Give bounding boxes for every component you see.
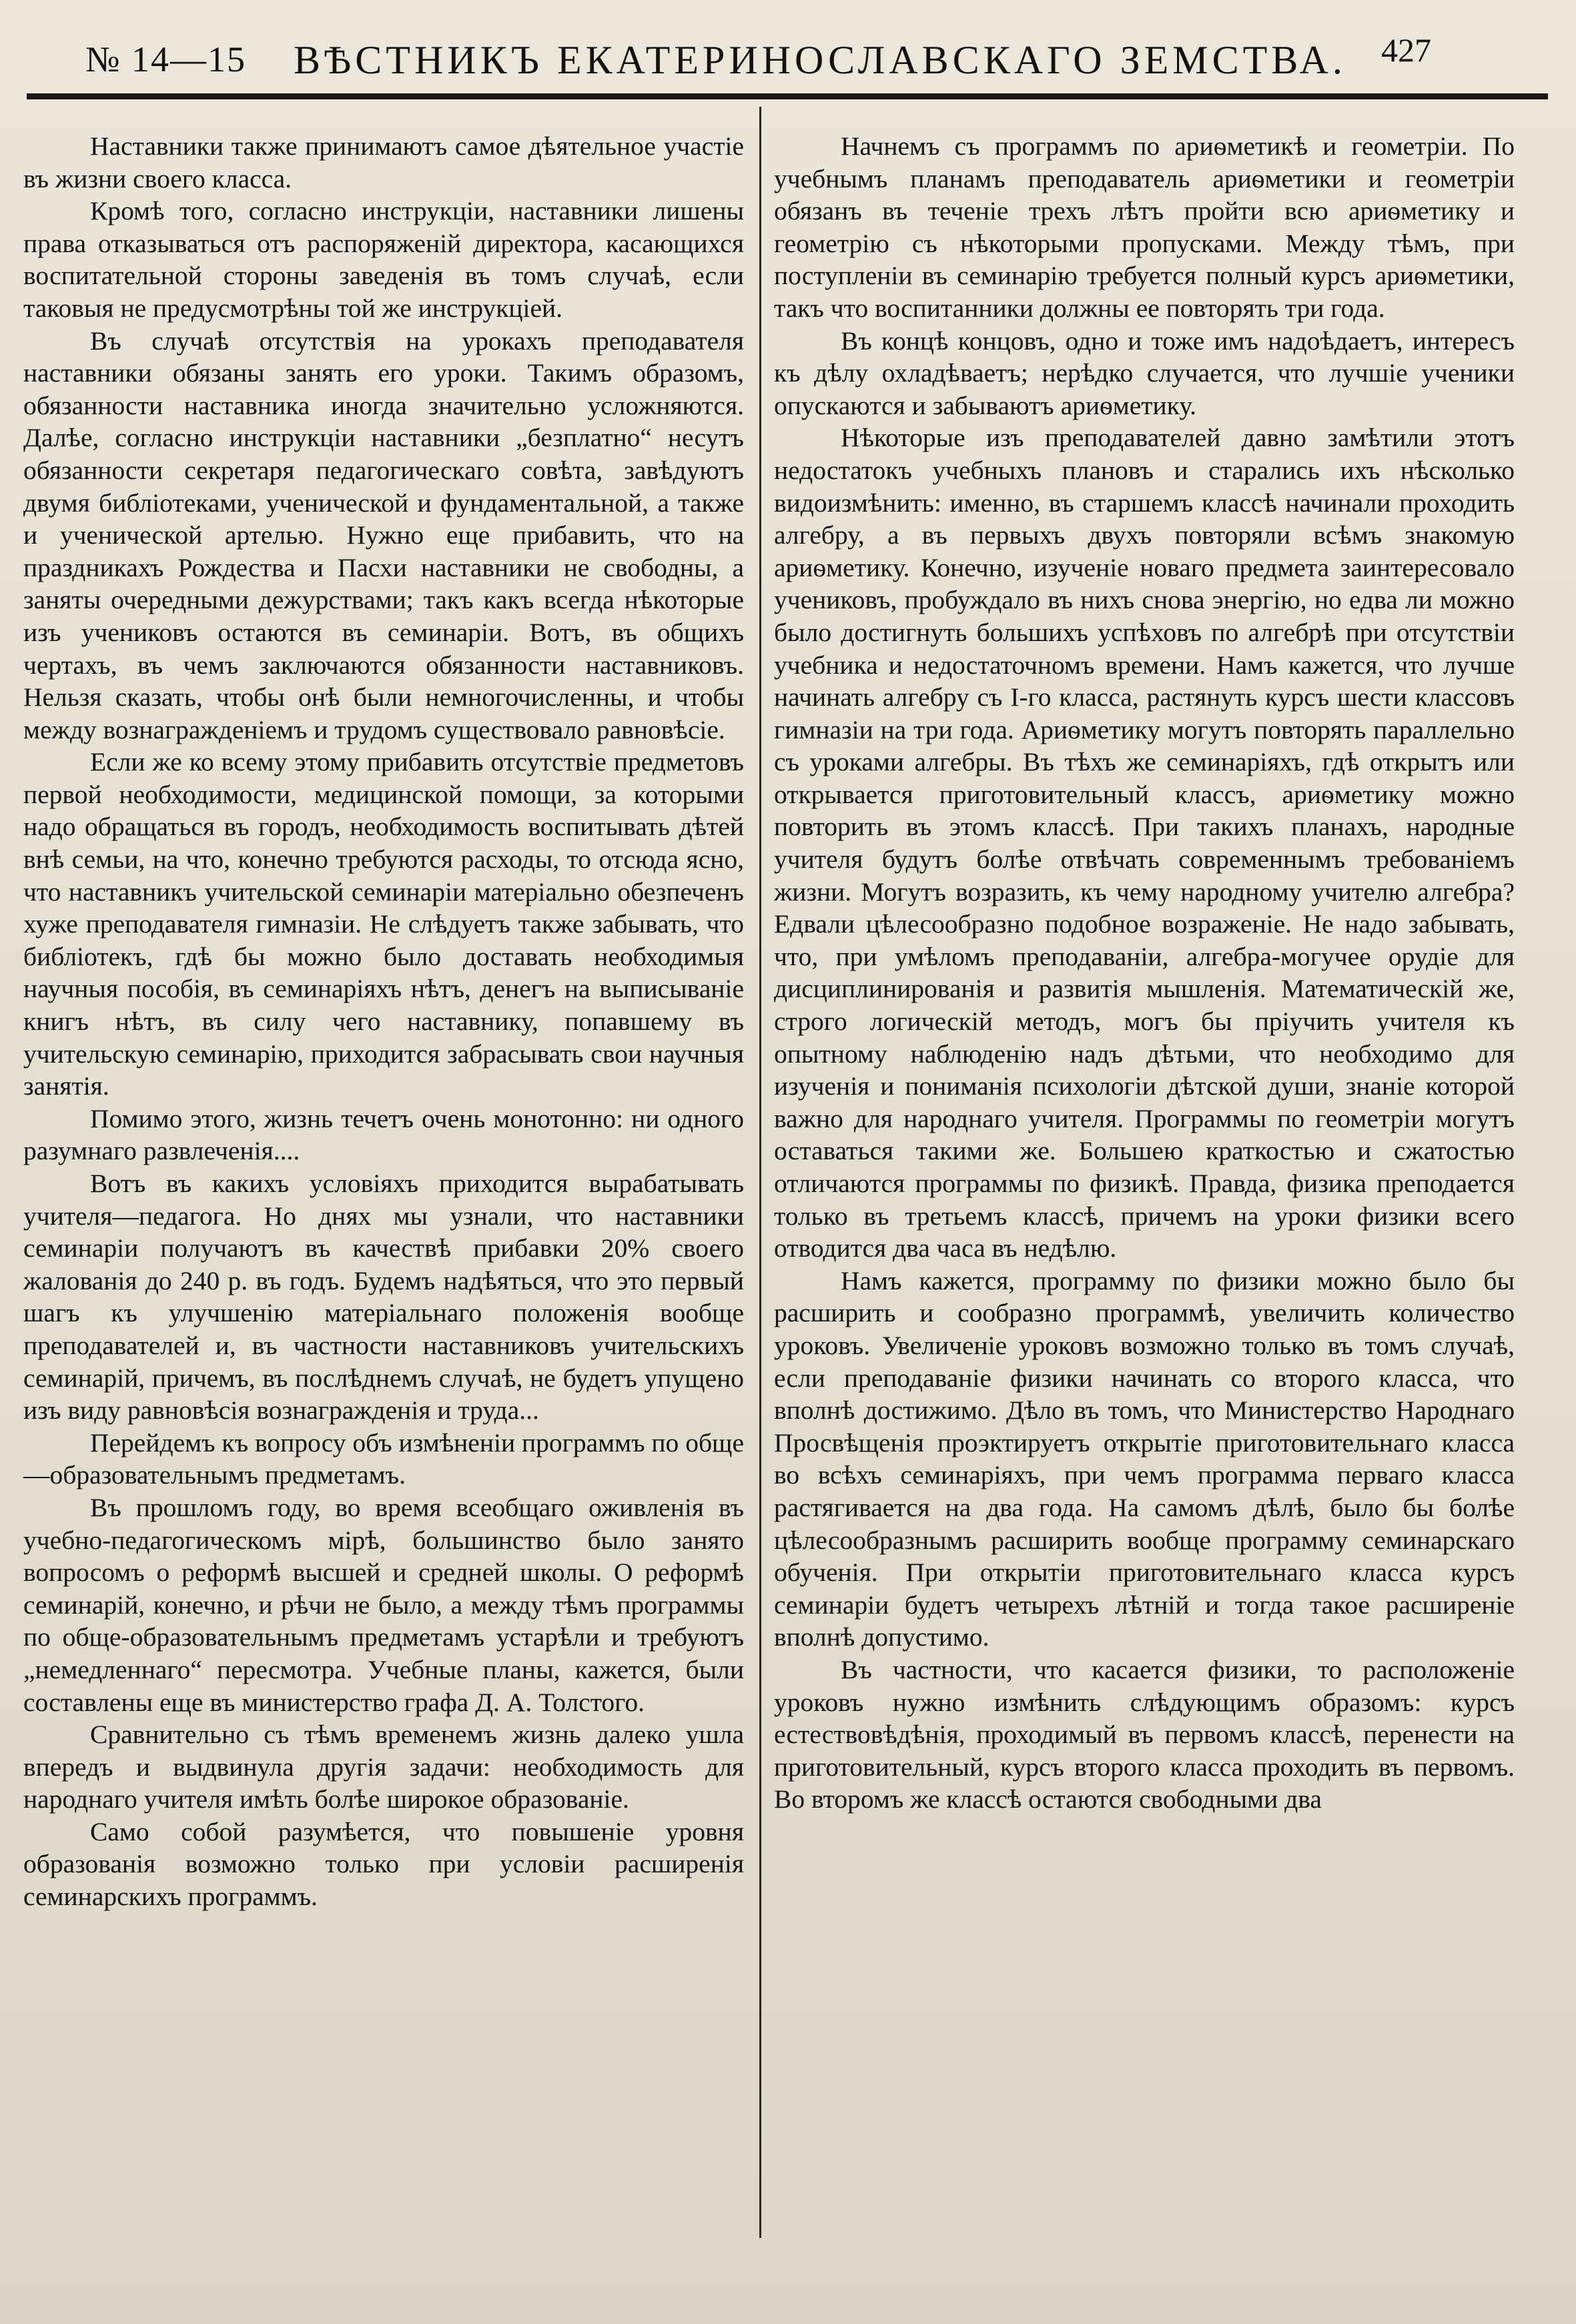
paragraph: Если же ко всему этому прибавить отсутствіе предметовъ первой необходимости, медицинской помощи, за которыми надо обращаться въ городъ, необходимость воспитывать дѣтей внѣ семьи, на что, конечно требуются расходы, то отсюда ясно, что наставникъ учительской семинаріи матеріально обезпеченъ хуже преподавателя гимназіи. Не слѣдуетъ также забывать, что библіотекъ, гдѣ бы можно было доставать необходимыя научныя пособія, въ семинаріяхъ нѣтъ, денегъ на выписываніе книгъ нѣтъ, въ силу чего наставнику, попавшему въ учительскую семинарію, приходится забрасывать свои научныя занятія. [23, 747, 744, 1101]
paragraph: Кромѣ того, согласно инструкціи, наставники лишены права отказываться отъ распоряженій директора, касающихся воспитательной стороны заведенія въ томъ случаѣ, если таковыя не предусмотрѣны той же инструкціей. [23, 196, 744, 323]
page-header [80, 27, 1535, 87]
left-column [23, 130, 744, 1913]
header-rule [27, 93, 1548, 99]
journal-title: ВѢСТНИКЪ ЕКАТЕРИНОСЛАВСКАГО ЗЕМСТВА. [294, 38, 1346, 82]
paragraph: Само собой разумѣется, что повышеніе уровня образованія возможно только при условіи расширенія семинарскихъ программъ. [23, 1816, 744, 1912]
right-column [774, 130, 1515, 1816]
issue-number: № 14—15 [85, 39, 247, 79]
page-number: 427 [1381, 31, 1431, 69]
paragraph: Начнемъ съ программъ по ариѳметикѣ и геометріи. По учебнымъ планамъ преподаватель ариѳметики и геометріи обязанъ въ теченіе трехъ лѣтъ пройти всю ариѳметику и геометрію съ нѣкоторыми пропусками. Между тѣмъ, при поступленіи въ семинарію требуется полный курсъ ариѳметики, такъ что воспитанники должны ее повторять три года. [774, 131, 1515, 323]
paragraph: Въ частности, что касается физики, то расположеніе уроковъ нужно измѣнить слѣдующимъ образомъ: курсъ естествовѣдѣнія, проходимый въ первомъ классѣ, перенести на приготовительный, курсъ второго класса проходить въ первомъ. Во второмъ же классѣ остаются свободными два [774, 1654, 1515, 1814]
paragraph: Въ концѣ концовъ, одно и тоже имъ надоѣдаетъ, интересъ къ дѣлу охладѣваетъ; нерѣдко случается, что лучшіе ученики опускаются и забываютъ ариѳметику. [774, 326, 1515, 420]
paragraph: Вотъ въ какихъ условіяхъ приходится вырабатывать учителя—педагога. Но днях мы узнали, что наставники семинаріи получаютъ въ качествѣ прибавки 20% своего жалованія до 240 р. въ годъ. Будемъ надѣяться, что это первый шагъ къ улучшенію матеріальнаго положенія вообще преподавателей и, въ частности наставниковъ учительскихъ семинарій, причемъ, въ послѣднемъ случаѣ, не будетъ упущено изъ виду равновѣсія вознагражденія и труда... [23, 1169, 744, 1425]
paragraph: Въ прошломъ году, во время всеобщаго оживленія въ учебно-педагогическомъ мірѣ, большинство было занято вопросомъ о реформѣ высшей и средней школы. О реформѣ семинарій, конечно, и рѣчи не было, а между тѣмъ программы по обще-образовательнымъ предметамъ устарѣли и требуютъ „немедленнаго“ пересмотра. Учебные планы, кажется, были составлены еще въ министерство графа Д. А. Толстого. [23, 1492, 744, 1717]
paragraph: Намъ кажется, программу по физики можно было бы расширить и сообразно программѣ, увеличить количество уроковъ. Увеличеніе уроковъ возможно только въ томъ случаѣ, если преподаваніе физики начинать со второго класса, что вполнѣ достижимо. Дѣло въ томъ, что Министерство Народнаго Просвѣщенія проэктируетъ открытіе приготовительнаго класса во всѣхъ семинаріяхъ, при чемъ программа перваго класса растягивается на два года. На самомъ дѣлѣ, было бы болѣе цѣлесообразнымъ расширить вообще программу семинарскаго обученія. При открытіи приготовительнаго класса курсъ семинаріи будетъ четырехъ лѣтній и тогда такое расширеніе вполнѣ допустимо. [774, 1265, 1515, 1652]
paragraph: Нѣкоторые изъ преподавателей давно замѣтили этотъ недостатокъ учебныхъ плановъ и старались ихъ нѣсколько видоизмѣнить: именно, въ старшемъ классѣ начинали проходить алгебру, а въ первыхъ двухъ повторяли всѣмъ знакомую ариѳметику. Конечно, изученіе новаго предмета заинтересовало учениковъ, пробуждало въ нихъ снова энергію, но едва ли можно было достигнуть большихъ успѣховъ по алгебрѣ при отсутствіи учебника и недостаточномъ времени. Намъ кажется, что лучше начинать алгебру съ I-го класса, растянуть курсъ шести классовъ гимназіи на три года. Ариѳметику могутъ повторять параллельно съ уроками алгебры. Въ тѣхъ же семинаріяхъ, гдѣ открытъ или открывается приготовительный классъ, ариѳметику можно повторить въ этомъ классѣ. При такихъ планахъ, народные учителя будутъ болѣе отвѣчать современнымъ требованіемъ жизни. Могутъ возразить, къ чему народному учителю алгебра? Едвали цѣлесообразно подобное возраженіе. Не надо забывать, что, при умѣломъ преподаваніи, алгебра-могучее орудіе для дисциплинированія и развитія мышленія. Математическій же, строго логическій методъ, могъ бы пріучить учителя къ опытному наблюденію надъ дѣтьми, что необходимо для изученія и пониманія психологіи дѣтской души, знаніе которой важно для народнаго учителя. Программы по геометріи могутъ оставаться такими же. Большею краткостью и сжатостью отличаются программы по физикѣ. Правда, физика преподается только въ третьемъ классѣ, причемъ на уроки физики всего отводится два часа въ недѣлю. [774, 423, 1515, 1263]
paragraph: Помимо этого, жизнь течетъ очень монотонно: ни одного разумнаго развлеченія.... [23, 1103, 744, 1166]
column-divider [759, 107, 761, 2238]
paragraph: Перейдемъ къ вопросу объ измѣненіи программъ по обще—образовательнымъ предметамъ. [23, 1427, 744, 1490]
paragraph: Наставники также принимаютъ самое дѣятельное участіе въ жизни своего класса. [23, 131, 744, 193]
paragraph: Въ случаѣ отсутствія на урокахъ преподавателя наставники обязаны занять его уроки. Такимъ образомъ, обязанности наставника иногда значительно усложняются. Далѣе, согласно инструкціи наставники „безплатно“ несутъ обязанности секретаря педагогическаго совѣта, завѣдуютъ двумя библіотеками, ученической и фундаментальной, а также и ученической артелью. Нужно еще прибавить, что на праздникахъ Рождества и Пасхи наставники не свободны, а заняты очередными дежурствами; такъ какъ всегда нѣкоторые изъ учениковъ остаются въ семинаріи. Вотъ, въ общихъ чертахъ, въ чемъ заключаются обязанности наставниковъ. Нельзя сказать, чтобы онѣ были немногочисленны, и чтобы между вознагражденіемъ и трудомъ существовало равновѣсіе. [23, 326, 744, 744]
paragraph: Сравнительно съ тѣмъ временемъ жизнь далеко ушла впередъ и выдвинула другія задачи: необходимость для народнаго учителя имѣть болѣе широкое образованіе. [23, 1720, 744, 1814]
